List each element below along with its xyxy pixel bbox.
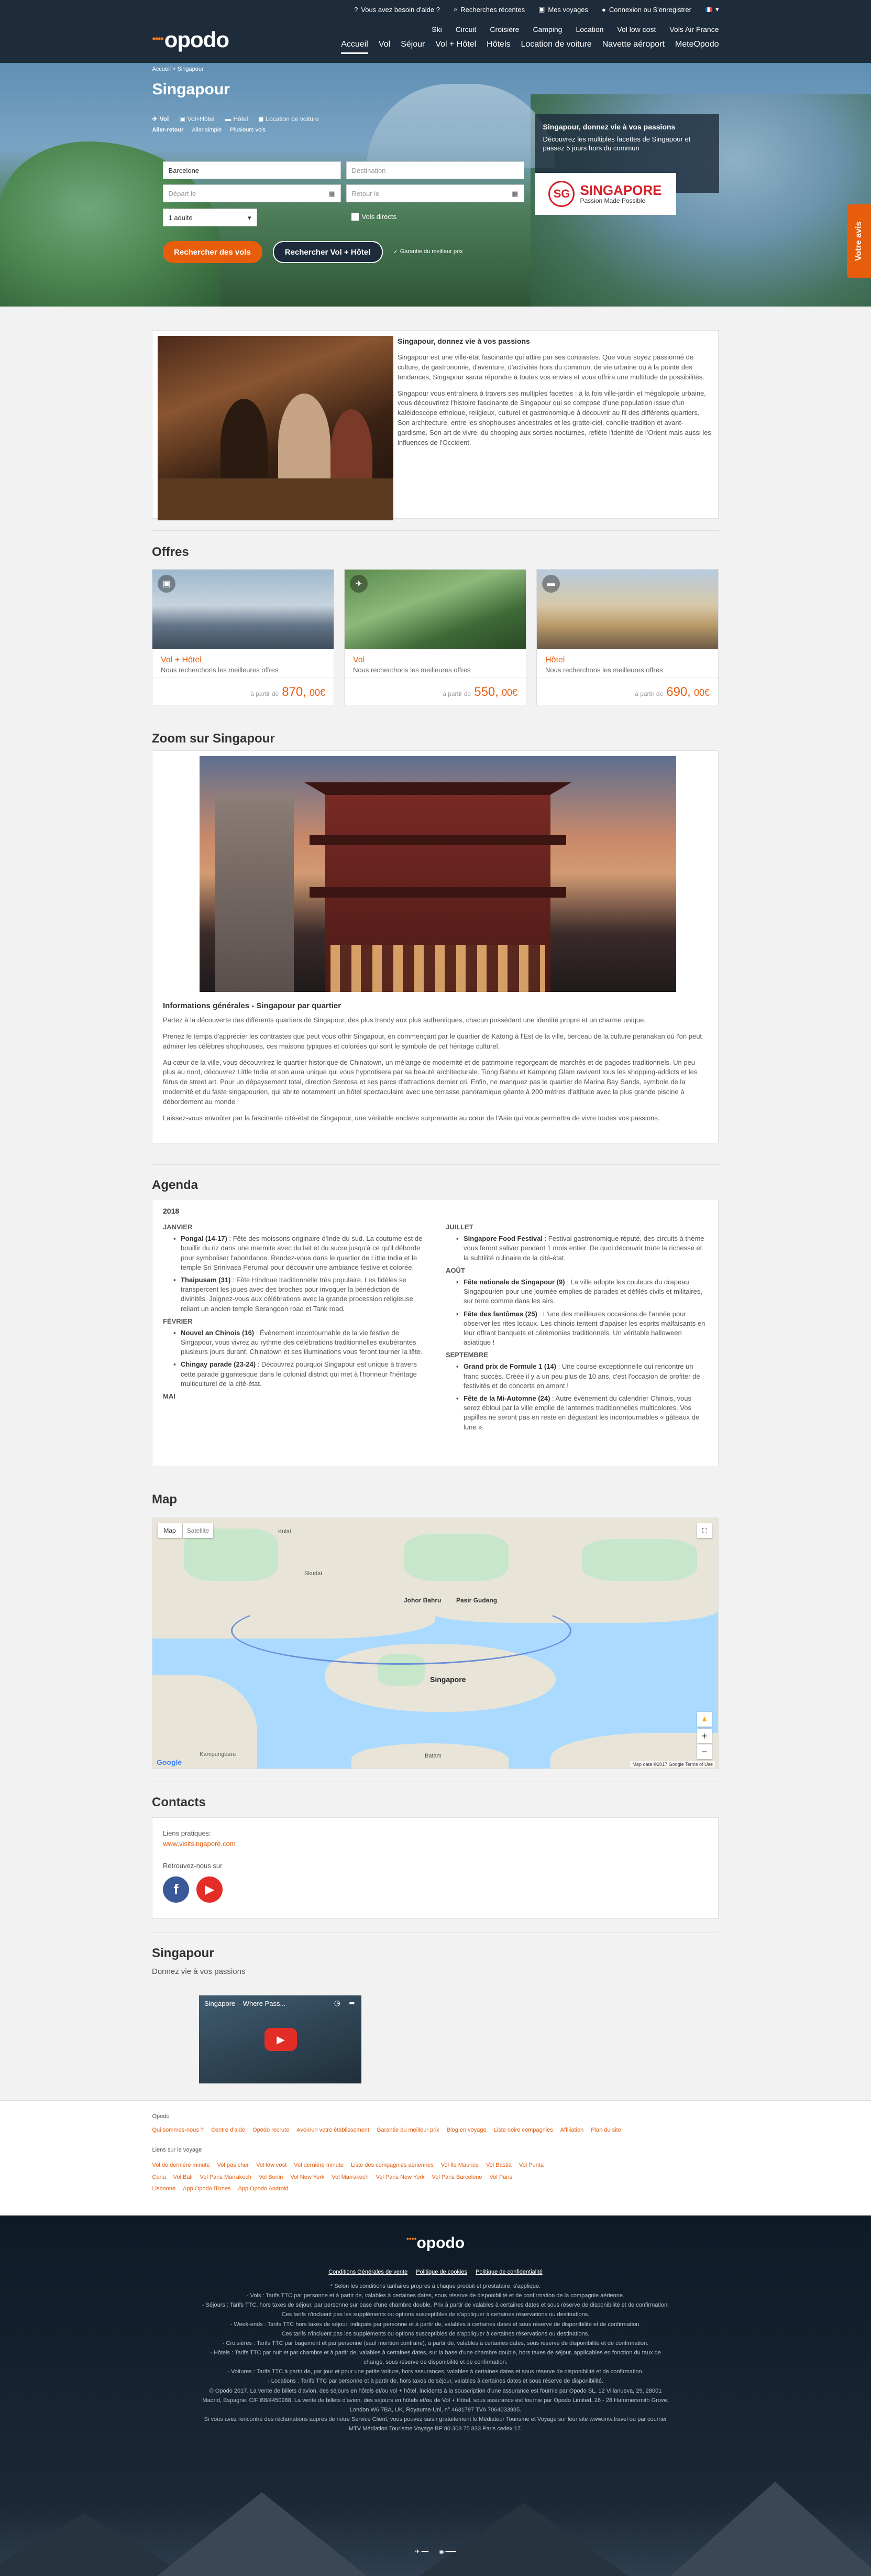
price-cents: 00€ xyxy=(501,687,517,698)
suitcase-icon: ▣ xyxy=(158,575,175,593)
legal-line: - Locations : Tarifs TTC par personne et à partir de, hors taxes de séjour, valables à certaines dates et sous réserve de disponibilité. xyxy=(268,2378,603,2385)
recent-searches-link[interactable]: ⌕ Recherches récentes xyxy=(453,5,525,14)
divider xyxy=(537,677,718,678)
trip-type-options xyxy=(152,127,524,133)
divider xyxy=(152,677,334,678)
agenda-event-description: : Fête Hindoue traditionnelle très populaire. Les fidèles se transpercent les joues avec des broches pour invoquer la bénédiction de divinités. Joignez-vous aux célébrations avec la grande procession religieuse reliant un ancien temple Serangoon road et Tank road. xyxy=(181,1275,413,1313)
legal-link[interactable]: Politique de confidentialité xyxy=(476,2269,543,2275)
site-header xyxy=(0,19,871,63)
legal-line: - Hôtels : Tarifs TTC par nuit et par chambre et à partir de, valables à certaines dates, sur la base d'une chambre double, hors taxes de séjour, applicables en fonction du taux de change, sous réserve de disponibilité et de confirmation. xyxy=(210,2349,661,2366)
legal-line: © Opodo 2017. La vente de billets d'avion, des séjours en hôtels et/ou vol + hôtel, incidents à la souscription d'une assurance est fournie par Opodo SL, 12 Villanueva, 29, 28001 Madrid, Espagne. CIF B8/4450988. La vente de billets d'avion, des séjours en hôtels et/ou de Vol + Hôtel, sous assurance est fournie par Opodo Limited, 26 - 28 Hammersmith Grove, London W6 7BA, UK, Royaume-Uni, n° 4631797 TVA 7064033985. xyxy=(202,2387,669,2413)
agenda-event-description: : Découvrez pourquoi Singapour est unique à travers cette parade gigantesque dans le colonial district qui met à l'honneur l'héritage multiculturel de la cité-état. xyxy=(181,1360,417,1388)
intro-paragraph: Singapour vous entraînera à travers ses multiples facettes : à la fois ville-jardin et mégalopole urbaine, vous découvrirez l'histoire fascinante de Singapour qui se compose d'une population issue d'un kaléidoscope ethnique, religieux, culturel et gastronomique à découvrir au fil des différents quartiers. Son architecture, entre les shophouses ancestrales et les gratte-ciel, concilie tradition et avant-gardisme. Son art de vivre, du shopping aux sorties nocturnes, reflète l'identité de l'Orient mais aussi les influences de l'Occident. xyxy=(398,389,711,446)
top-nav-item[interactable]: Location xyxy=(576,25,604,34)
agenda-event-name: Thaipusam (31) xyxy=(181,1275,231,1284)
legal-line: - Voitures : Tarifs TTC à partir de, par jour et pour une petite voiture, hors assurances, valables à certaines dates et sous réserve de disponibilité et de confirmation. xyxy=(227,2368,644,2375)
offer-image xyxy=(345,570,526,649)
question-icon: ? xyxy=(354,5,358,14)
youtube-icon[interactable]: ▶ xyxy=(196,1876,223,1903)
plane-icon: ✈ xyxy=(152,115,158,123)
fullscreen-icon[interactable]: ⛶ xyxy=(697,1523,712,1538)
legal-links xyxy=(152,2267,719,2275)
map-label: Singapore xyxy=(430,1675,466,1684)
mountain-silhouette xyxy=(670,2482,871,2576)
site-label: Opodo xyxy=(152,2113,170,2120)
map-route xyxy=(231,1597,571,1665)
footer-link[interactable]: Centre d'aide xyxy=(211,2127,246,2133)
agenda-event xyxy=(446,1309,708,1348)
agenda-month: AOÛT xyxy=(446,1266,465,1274)
search-mode-tab[interactable] xyxy=(179,115,214,123)
utility-bar xyxy=(0,0,871,19)
top-nav-item[interactable]: Croisière xyxy=(490,25,520,34)
agenda-event-description: : Autre évènement du calendrier Chinois, vous serez ébloui par la ville emplie de lanternes traditionnelles multicolores. Vos papilles ne seront pas en reste en dégustant les incontournables « gâteaux de lune ». xyxy=(464,1394,700,1431)
search-mode-tabs xyxy=(152,115,524,123)
footer-link[interactable]: Vol Paris Barcelone xyxy=(432,2174,482,2180)
intro-card xyxy=(152,330,719,519)
search-package-button[interactable]: Rechercher Vol + Hôtel xyxy=(273,241,383,263)
logo-dots-icon: •••• xyxy=(406,2234,417,2243)
offer-price xyxy=(443,685,517,700)
top-nav-item[interactable]: Camping xyxy=(533,25,563,34)
footer-logo[interactable]: ••••opodo xyxy=(406,2234,465,2252)
offer-card-flight[interactable] xyxy=(344,569,526,705)
zoom-subtitle: Informations générales - Singapour par quartier xyxy=(163,1001,341,1010)
agenda-title: Agenda xyxy=(152,1178,199,1192)
divider xyxy=(345,677,526,678)
google-logo: Google xyxy=(157,1758,182,1766)
intro-paragraph: Singapour est une ville-état fascinante qui attire par ses contrastes. Que vous soyez passionné de culture, de gastronomie, d'aventure, d'activités hors du commun, de vie urbaine ou à la pointe des tendances, Singapour saura répondre à toutes vos envies et vous offrira une multitude de possibilités. xyxy=(398,353,704,381)
zoom-paragraph: Partez à la découverte des différents quartiers de Singapour, des plus trendy aux plus authentiques, chacun possédant une identité propre et un charme unique. xyxy=(163,1016,646,1024)
agenda-event-name: Grand prix de Formule 1 (14) xyxy=(464,1362,556,1371)
search-form xyxy=(152,115,524,139)
legal-text xyxy=(200,2282,671,2433)
agenda-event xyxy=(446,1362,708,1391)
main-nav xyxy=(341,40,719,54)
footer-link[interactable]: Vol Marrakech xyxy=(332,2174,369,2180)
intro-title: Singapour, donnez vie à vos passions xyxy=(398,337,530,345)
map-type-button[interactable]: Map xyxy=(158,1523,182,1538)
agenda-month: JANVIER xyxy=(163,1223,193,1231)
footer-link[interactable]: Vol New York xyxy=(290,2174,325,2180)
offer-card-flight-hotel[interactable] xyxy=(152,569,334,705)
return-date-field[interactable]: Retour le ▦ xyxy=(346,184,524,202)
agenda-event-name: Chingay parade (23-24) xyxy=(181,1360,256,1369)
footer-badges xyxy=(0,2548,871,2555)
singapore-brand-logo[interactable] xyxy=(535,173,676,215)
video-section-title: Singapour xyxy=(152,1946,214,1960)
legal-link[interactable]: Conditions Générales de vente xyxy=(328,2269,408,2275)
offer-title: Hôtel xyxy=(545,656,565,664)
search-mode-tab[interactable] xyxy=(225,115,248,123)
offer-image xyxy=(152,570,334,649)
temple-roof xyxy=(304,782,571,795)
contacts-title: Contacts xyxy=(152,1795,206,1809)
sg-circle-icon: SG xyxy=(548,181,575,207)
agenda-event-name: Fête des fantômes (25) xyxy=(464,1309,537,1318)
agenda-column-left xyxy=(163,1219,425,1403)
agenda-event xyxy=(446,1278,708,1306)
restaurant-photo xyxy=(158,336,393,520)
search-mode-label: Vol+Hôtel xyxy=(187,115,215,123)
video-section xyxy=(152,1964,719,2090)
plane-icon: ✈ xyxy=(350,575,368,593)
contacts-card xyxy=(152,1817,719,1919)
bed-icon: ▬ xyxy=(542,575,560,593)
footer-link[interactable]: App Opodo Android xyxy=(238,2186,289,2192)
pegman-icon[interactable]: ♟ xyxy=(697,1712,712,1727)
breadcrumb[interactable]: Accueil > Singapour xyxy=(152,66,204,72)
agenda-month: JUILLET xyxy=(446,1223,473,1231)
temple-roof xyxy=(310,835,566,845)
search-mode-label: Location de voiture xyxy=(266,115,319,123)
hero-banner xyxy=(0,63,871,307)
zoom-paragraph: Prenez le temps d'apprécier les contrastes que peut vous offrir Singapour, en commençant par le quartier de Katong à l'Est de la ville, berceau de la culture peranakan où l'on peut admirer les célèbres shophouses, ces maisons typiques et colorées qui sont le symbole de cet héritage culturel. xyxy=(163,1032,702,1050)
map-label: Johor Bahru xyxy=(404,1597,442,1604)
main-nav-item[interactable]: Navette aéroport xyxy=(602,40,665,49)
map-label: Kampungbaru xyxy=(200,1751,236,1758)
zoom-card xyxy=(152,750,719,1143)
mountain-silhouette xyxy=(157,2492,367,2576)
verified-logo-icon: ◉ ━━━ xyxy=(439,2549,456,2555)
video-subtitle: Donnez vie à vos passions xyxy=(152,1967,246,1976)
iata-logo-icon: ✈ ━━ xyxy=(415,2549,428,2555)
calendar-icon: ▦ xyxy=(512,190,519,198)
main-nav-item[interactable]: Séjour xyxy=(401,40,425,49)
chevron-down-icon: ▾ xyxy=(247,214,251,222)
user-icon: ● xyxy=(601,5,606,14)
footer-link[interactable]: Vol Paris Marrakech xyxy=(200,2174,251,2180)
map-copyright[interactable]: Map data ©2017 Google Terms of Use xyxy=(630,1761,715,1767)
offer-image xyxy=(537,570,718,649)
travel-links-label: Liens sur le voyage xyxy=(152,2147,202,2153)
main-nav-item[interactable]: Vol + Hôtel xyxy=(435,40,477,49)
agenda-event xyxy=(446,1234,708,1263)
footer-link[interactable]: Affiliation xyxy=(560,2127,584,2133)
legal-line: Si vous avez rencontré des réclamations auprès de notre Service Client, vous pouvez saisir gratuitement le Médiateur Tourisme et Voyage sur leur site www.mtv.travel ou par courrier MTV Médiation Tourisme Voyage BP 80 303 75 823 Paris cedex 17. xyxy=(204,2416,667,2432)
footer-link[interactable]: Liste noire compagnies xyxy=(493,2127,553,2133)
search-mode-tab[interactable] xyxy=(152,115,169,123)
price-amount: 550, xyxy=(474,685,499,699)
footer-link[interactable]: Plan du site xyxy=(591,2127,621,2133)
photo-table xyxy=(158,478,393,520)
map-title: Map xyxy=(152,1492,177,1507)
visitsingapore-link[interactable]: www.visitsingapore.com xyxy=(163,1840,236,1848)
legal-line: - Séjours : Tarifs TTC, hors taxes de séjour, par personne sur base d'une chambre double. Prix à partir de valables à certaines dates et sous réserve de disponibilité et de confirmation. Ces tarifs n'incluent pas les suppléments ou options susceptibles de s'appliquer à certaines réservations ou destinations. xyxy=(202,2302,669,2318)
footer-link[interactable]: Vol Paris New York xyxy=(376,2174,425,2180)
follow-label: Retrouvez-nous sur xyxy=(163,1862,223,1870)
opodo-logo[interactable]: ••••opodo xyxy=(152,27,229,52)
passengers-select[interactable]: 1 adulte ▾ xyxy=(163,209,257,226)
travel-links xyxy=(152,2158,550,2194)
footer-link[interactable]: Avoir/un votre établissement xyxy=(296,2127,369,2133)
video-caption: Singapore – Where Pass... xyxy=(204,2000,286,2007)
play-button-icon[interactable]: ▶ xyxy=(264,2028,297,2051)
price-guarantee: ✓ Garantie du meilleur prix xyxy=(393,248,463,255)
map-label: Batam xyxy=(425,1753,442,1759)
price-prefix: à partir de xyxy=(250,690,279,697)
trip-type-option[interactable]: Plusieurs vols xyxy=(230,127,266,133)
zoom-out-button[interactable]: − xyxy=(697,1744,712,1759)
search-flights-button[interactable]: Rechercher des vols xyxy=(163,241,262,263)
offers-list xyxy=(152,569,719,706)
zoom-paragraph: Au cœur de la ville, vous découvrirez le quartier historique de Chinatown, un mélange de modernité et de patrimoine regorgeant de marchés et de pagodes traditionnels. Un peu plus au nord, découvrez Little India et son aura unique qui vous hypnotisera par sa beauté architecturale. Tiong Bahru et Kampong Glam ravivent tous les shopping-addicts et les férus de street art. Pour un dépaysement total, direction Sentosa et ses parcs d'attractions dernier cri. Enfin, ne manquez pas le quartier de Marina Bay Sands, symbole de la modernité et du faste singapourien, qui abrite notamment un hôtel spectaculaire avec une terrasse panoramique géante à 200 mètres d'altitude avec la plus grande piscine à débordement au monde ! xyxy=(163,1058,698,1106)
agenda-event xyxy=(163,1275,425,1314)
agenda-event xyxy=(163,1360,425,1389)
price-prefix: à partir de xyxy=(635,690,664,697)
trip-type-option[interactable]: Aller-retour xyxy=(152,127,184,133)
main-nav-item[interactable]: Hôtels xyxy=(487,40,511,49)
main-nav-item[interactable]: Accueil xyxy=(341,40,368,54)
agenda-month: SEPTEMBRE xyxy=(446,1351,488,1359)
legal-line: - Vols : Tarifs TTC par personne et à partir de, valables à certaines dates, sous réserve de disponibilité et de confirmation de la compagnie aérienne. xyxy=(246,2293,625,2299)
origin-field[interactable]: Barcelone xyxy=(163,161,341,179)
main-nav-item[interactable]: Location de voiture xyxy=(521,40,592,49)
footer-link[interactable]: Vol pas cher xyxy=(217,2162,249,2168)
temple-lights xyxy=(330,945,545,992)
agenda-event-description: : Évènement incontournable de la vie festive de Singapour, vous vivrez au rythme des célébrations traditionnelles exubérantes plusieurs jours durant. Chinatown et ses illuminations vous feront tourner la tête. xyxy=(181,1328,423,1356)
legal-line: - Week-ends : Tarifs TTC hors taxes de séjour, indiqués par personne et à partir de, valables à certaines dates et sous réserve de disponibilité et de confirmation. xyxy=(230,2321,641,2328)
map-label: Pasir Gudang xyxy=(456,1597,498,1604)
agenda-event xyxy=(163,1234,425,1272)
offer-subtitle: Nous recherchons les meilleures offres xyxy=(353,666,471,674)
sg-brand-word: SINGAPORE xyxy=(580,182,662,198)
top-nav-item[interactable]: Vol low cost xyxy=(617,25,656,34)
site-links xyxy=(0,2100,871,2215)
company-links xyxy=(152,2125,719,2133)
agenda-month: MAI xyxy=(163,1392,175,1400)
zoom-paragraph: Laissez-vous envoûter par la fascinante cité-état de Singapour, une véritable enclave surprenante au cœur de l'Asie qui vous permettra de vivre toutes vos passions. xyxy=(163,1114,660,1122)
offers-title: Offres xyxy=(152,545,189,559)
offer-subtitle: Nous recherchons les meilleures offres xyxy=(161,666,279,674)
agenda-event-name: Fête de la Mi-Automne (24) xyxy=(464,1394,550,1402)
agenda-event xyxy=(446,1394,708,1432)
footer-link[interactable]: App Opodo iTunes xyxy=(183,2186,231,2192)
logo-dots-icon: •••• xyxy=(152,34,163,44)
satellite-type-button[interactable]: Satellite xyxy=(183,1523,213,1538)
footer-link[interactable]: Qui sommes-nous ? xyxy=(152,2127,204,2133)
footer-link[interactable]: Opodo recrute xyxy=(252,2127,290,2133)
language-flag[interactable] xyxy=(705,5,719,14)
agenda-month: FÉVRIER xyxy=(163,1317,193,1325)
promo-title: Singapour, donnez vie à vos passions xyxy=(543,123,676,131)
map-park xyxy=(404,1534,509,1581)
legal-link[interactable]: Politique de cookies xyxy=(416,2269,468,2275)
calendar-icon: ▦ xyxy=(328,190,335,198)
map-label: Kulai xyxy=(278,1529,291,1535)
agenda-event-name: Nouvel an Chinois (16) xyxy=(181,1328,255,1337)
agenda-event-description: : Festival gastronomique réputé, des circuits à thème vous feront saliver pendant 1 mois entier. De quoi découvrir toute la richesse et la subtilité culinaire de la cité-état. xyxy=(464,1235,704,1262)
links-label: Liens pratiques: xyxy=(163,1829,211,1837)
footer-link[interactable]: Vol Punta Cana xyxy=(152,2162,544,2180)
direct-flights-checkbox[interactable]: Vols directs xyxy=(351,213,396,221)
check-icon: ✓ xyxy=(393,249,398,255)
suitcase-icon: ▣ xyxy=(538,5,545,13)
top-nav-item[interactable]: Vols Air France xyxy=(669,25,719,34)
search-icon: ⌕ xyxy=(453,5,458,13)
price-cents: 00€ xyxy=(309,687,325,698)
agenda-column-right xyxy=(446,1219,708,1435)
agenda-event xyxy=(163,1328,425,1357)
search-mode-label: Hôtel xyxy=(233,115,248,123)
agenda-year: 2018 xyxy=(163,1207,180,1215)
help-link[interactable]: ? Vous avez besoin d'aide ? xyxy=(354,5,440,14)
footer-link[interactable]: Vol Bali xyxy=(173,2174,193,2180)
top-nav-item[interactable]: Circuit xyxy=(455,25,477,34)
page-title: Singapour xyxy=(152,81,230,98)
agenda-card xyxy=(152,1199,719,1466)
price-prefix: à partir de xyxy=(443,690,471,697)
offer-title: Vol + Hôtel xyxy=(161,656,202,664)
offer-price xyxy=(250,685,325,700)
footer-link[interactable]: Vol Paris Lisbonne xyxy=(152,2174,512,2192)
offer-subtitle: Nous recherchons les meilleures offres xyxy=(545,666,663,674)
chevron-down-icon: ▾ xyxy=(715,5,719,13)
depart-date-field[interactable]: Départ le ▦ xyxy=(163,184,341,202)
offer-title: Vol xyxy=(353,656,365,664)
checkbox-icon xyxy=(351,213,359,221)
footer xyxy=(0,2215,871,2576)
search-mode-label: Vol xyxy=(159,115,169,123)
agenda-event-name: Singapore Food Festival xyxy=(464,1235,543,1243)
agenda-event-description: : Une course exceptionnelle qui rencontre un franc succès. Créée il y a un peu plus de 10 ans, c'est l'occasion de profiter de festivités et de concerts en amont ! xyxy=(464,1362,700,1390)
suitcase-icon: ▣ xyxy=(179,115,185,123)
facebook-icon[interactable]: f xyxy=(163,1876,189,1903)
promo-description: Découvrez les multiples facettes de Singapour et passez 5 jours hors du commun xyxy=(543,135,691,152)
top-nav xyxy=(432,25,719,34)
map-park xyxy=(582,1539,697,1581)
my-trips-link[interactable]: ▣ Mes voyages xyxy=(538,5,588,14)
zoom-in-button[interactable]: + xyxy=(697,1729,712,1743)
search-mode-tab[interactable] xyxy=(258,115,318,123)
footer-link[interactable]: Garantie du meilleur prix xyxy=(376,2127,439,2133)
share-icon[interactable]: ➦ xyxy=(349,1999,355,2007)
price-amount: 690, xyxy=(666,685,691,699)
legal-line: - Croisières : Tarifs TTC par bagement et par personne (sauf mention contraire), à partir de, valables à certaines dates, sous réserve de disponibilité et de confirmation. xyxy=(222,2340,649,2346)
footer-link[interactable]: Vol Bastia xyxy=(486,2162,512,2168)
flag-icon xyxy=(705,7,712,12)
agenda-event-description: : L'une des meilleures occasions de l'année pour observer les rites locaux. Les chinois tentent d'apaiser les esprits malfaisants en leur offrant banquets et cérémonies traditionnels. Un véritable halloween asiatique ! xyxy=(464,1309,705,1347)
temple-photo xyxy=(200,756,676,992)
footer-link[interactable]: Vol Ile Maurice xyxy=(440,2162,479,2168)
price-cents: 00€ xyxy=(693,687,710,698)
map-label: Skudai xyxy=(304,1570,322,1577)
offer-card-hotel[interactable] xyxy=(536,569,719,705)
price-amount: 870, xyxy=(282,685,306,699)
agenda-event-name: Pongal (14-17) xyxy=(181,1235,227,1243)
footer-link[interactable]: Vol dernière minute xyxy=(294,2162,344,2168)
video-player[interactable] xyxy=(199,1995,361,2083)
account-link[interactable]: ● Connexion ou S'enregistrer xyxy=(601,5,691,14)
sg-brand-tagline: Passion Made Possible xyxy=(580,197,646,204)
temple-roof xyxy=(310,887,566,898)
main-nav-item[interactable]: Vol xyxy=(378,40,391,49)
agenda-event-description: : La ville adopte les couleurs du drapeau Singapourien pour une journée emplies de parades et défilés civils et militaires, sur terre comme dans les airs. xyxy=(464,1278,702,1305)
divider xyxy=(152,1164,719,1165)
footer-link[interactable]: Vol de dernière minute xyxy=(152,2162,210,2168)
divider xyxy=(152,530,719,531)
feedback-tab[interactable]: Votre avis xyxy=(847,204,871,278)
top-nav-item[interactable]: Ski xyxy=(432,25,442,34)
car-icon: ◼ xyxy=(258,115,264,123)
legal-line: Ces tarifs n'incluent pas les suppléments ou options susceptibles de s'appliquer à certaines réservations ou destinations. xyxy=(281,2330,590,2337)
destination-field[interactable]: Destination xyxy=(346,161,524,179)
trip-type-option[interactable]: Aller simple xyxy=(192,127,222,133)
zoom-title: Zoom sur Singapour xyxy=(152,732,275,746)
tower-building xyxy=(215,793,294,992)
agenda-event-description: : Fête des moissons originaire d'Inde du sud. La coutume est de bouillir du riz dans une marmite avec du lait et du sucre jusqu'à ce qu'il déborde pour symboliser l'abondance. Rendez-vous dans le quartier de Little India et le temple Sri Srinivasa Perumal pour découvrir une ambiance festive et colorée. xyxy=(181,1235,423,1271)
map-widget[interactable] xyxy=(152,1518,719,1769)
map-canvas[interactable] xyxy=(152,1518,719,1769)
footer-link[interactable]: Vol Berlin xyxy=(258,2174,283,2180)
agenda-event-name: Fête nationale de Singapour (9) xyxy=(464,1278,565,1286)
bed-icon: ▬ xyxy=(225,115,231,123)
clock-icon[interactable]: ◷ xyxy=(334,1999,340,2007)
mountain-silhouette xyxy=(419,2503,629,2576)
footer-link[interactable]: Vol low cost xyxy=(256,2162,287,2168)
main-nav-item[interactable]: MeteOpodo xyxy=(675,40,719,49)
legal-line: * Selon les conditions tarifaires propres à chaque produit et prestataire, s'applique. xyxy=(330,2283,541,2289)
footer-link[interactable]: Blog en voyage xyxy=(446,2127,487,2133)
offer-price xyxy=(635,685,710,700)
footer-link[interactable]: Liste des compagnies aériennes xyxy=(351,2162,434,2168)
